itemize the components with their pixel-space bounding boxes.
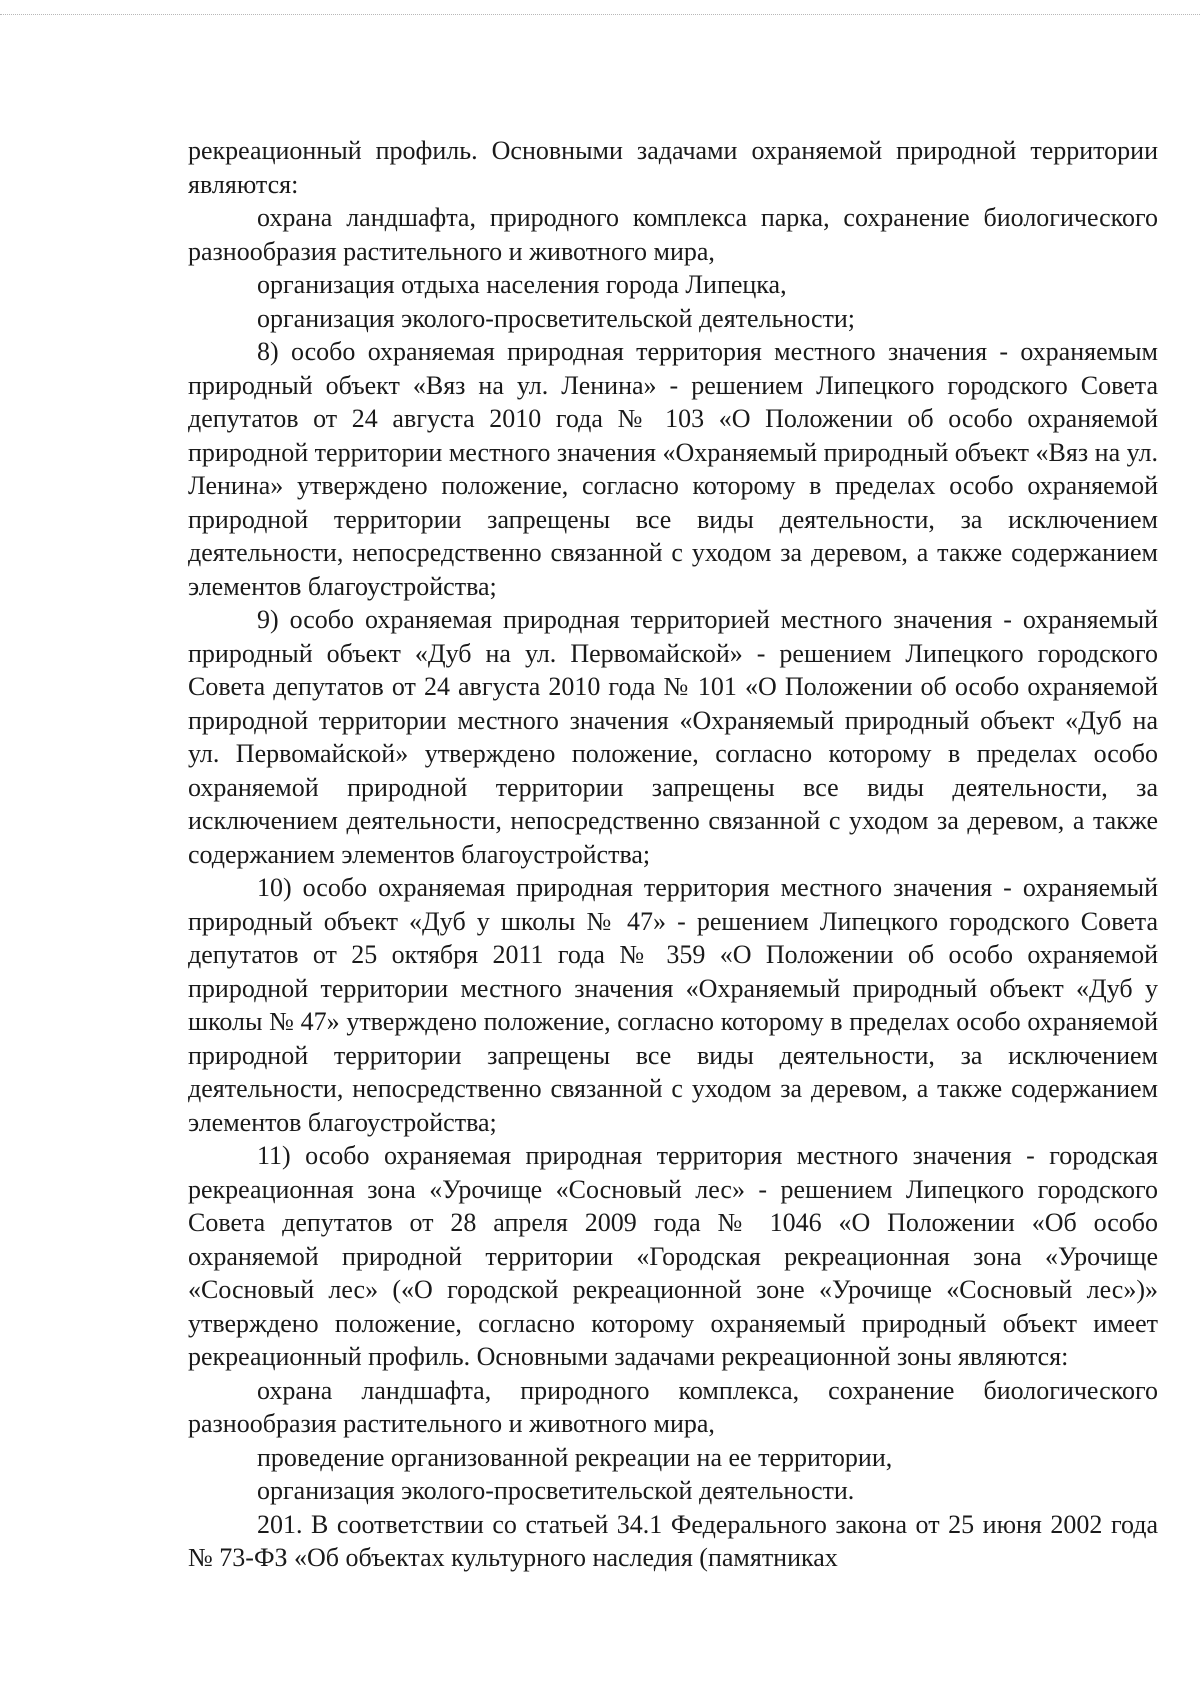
paragraph-item-10: 10) особо охраняемая природная территория местного значения - охраняемый природный объект «Дуб у школы № 47» - решением Липецкого городского Совета депутатов от 25 октября 2011 года № 359 «О Положении об особо охраняемой природной территории местного значения «Охраняемый природный объект «Дуб у школы № 47» утверждено положение, согласно которому в пределах особо охраняемой природной территории запрещены все виды деятельности, за исключением деятельности, непосредственно связанной с уходом за деревом, а также содержанием элементов благоустройства; [188, 873, 1158, 1137]
paragraph-item-9: 9) особо охраняемая природная территорией местного значения - охраняемый природный объект «Дуб на ул. Первомайской» - решением Липецкого городского Совета депутатов от 24 августа 2010 года № 101 «О Положении об особо охраняемой природной территории местного значения «Охраняемый природный объект «Дуб на ул. Первомайской» утверждено положение, согласно которому в пределах особо охраняемой природной территории запрещены все виды деятельности, за исключением деятельности, непосредственно связанной с уходом за деревом, а также содержанием элементов благоустройства; [188, 605, 1158, 869]
document-page [188, 134, 1158, 1575]
paragraph-recreation-organization: организация отдыха населения города Липецка, [257, 270, 787, 299]
paragraph-organized-recreation: проведение организованной рекреации на ее территории, [257, 1442, 893, 1472]
paragraph-eco-education-2: организация эколого-просветительской деятельности. [257, 1476, 855, 1505]
paragraph-item-8: 8) особо охраняемая природная территория местного значения - охраняемым природный объект «Вяз на ул. Ленина» - решением Липецкого городского Совета депутатов от 24 августа 2010 года № 103 «О Положении об особо охраняемой природной территории местного значения «Охраняемый природный объект «Вяз на ул. Ленина» утверждено положение, согласно которому в пределах особо охраняемой природной территории запрещены все виды деятельности, за исключением деятельности, непосредственно связанной с уходом за деревом, а также содержанием элементов благоустройства; [188, 337, 1158, 601]
paragraph-item-201: 201. В соответствии со статьей 34.1 Федерального закона от 25 июня 2002 года № 73-ФЗ «Об объектах культурного наследия (памятниках [188, 1509, 1158, 1572]
paragraph-landscape-protection: охрана ландшафта, природного комплекса парка, сохранение биологического разнообразия растительного и животного мира, [188, 203, 1158, 266]
scan-top-edge [0, 14, 1200, 15]
paragraph-eco-education: организация эколого-просветительской деятельности; [257, 303, 856, 333]
paragraph-landscape-protection-2: охрана ландшафта, природного комплекса, сохранение биологического разнообразия растительного и животного мира, [188, 1375, 1158, 1438]
paragraph-continuation: рекреационный профиль. Основными задачами охраняемой природной территории являются: [188, 136, 1158, 199]
paragraph-item-11: 11) особо охраняемая природная территория местного значения - городская рекреационная зона «Урочище «Сосновый лес» - решением Липецкого городского Совета депутатов от 28 апреля 2009 года № 1046 «О Положении «Об особо охраняемой природной территории «Городская рекреационная зона «Урочище «Сосновый лес» («О городской рекреационной зоне «Урочище «Сосновый лес»)» утверждено положение, согласно которому охраняемый природный объект имеет рекреационный профиль. Основными задачами рекреационной зоны являются: [188, 1141, 1158, 1371]
